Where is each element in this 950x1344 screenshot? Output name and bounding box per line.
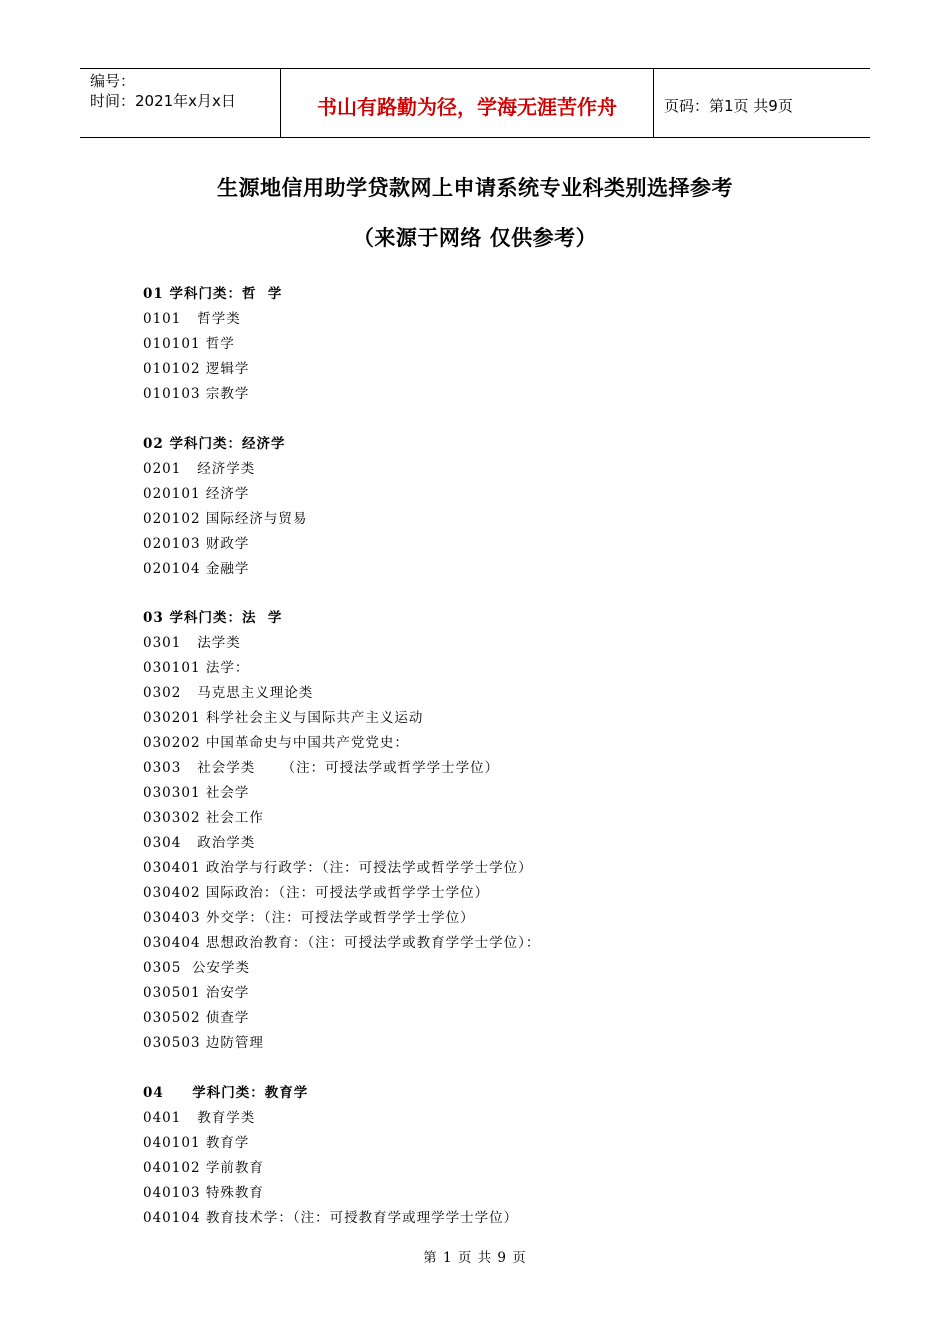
section-heading: 04 学科门类：教育学 <box>143 1085 309 1102</box>
page-footer: 第 1 页 共 9 页 <box>423 1250 527 1266</box>
list-item: 030302 社会工作 <box>143 810 264 827</box>
list-item: 0305 公安学类 <box>143 960 250 977</box>
document-subtitle: （来源于网络 仅供参考） <box>352 226 598 250</box>
list-item: 010103 宗教学 <box>143 386 250 402</box>
section-gap <box>143 582 843 607</box>
list-item: 040104 教育技术学：（注：可授教育学或理学学士学位） <box>143 1210 519 1227</box>
list-item: 010101 哲学 <box>143 336 235 352</box>
list-item: 0401 教育学类 <box>143 1110 256 1127</box>
list-item: 040102 学前教育 <box>143 1160 264 1177</box>
list-item: 0101 哲学类 <box>143 311 241 327</box>
list-item: 020103 财政学 <box>143 535 250 552</box>
category-list <box>143 282 843 1231</box>
list-item: 020101 经济学 <box>143 485 250 502</box>
section-heading: 03 学科门类：法 学 <box>143 610 283 627</box>
header-page-info: 页码：第1页 共9页 <box>664 96 793 115</box>
list-item: 030403 外交学：（注：可授法学或哲学学士学位） <box>143 910 475 927</box>
list-item: 0201 经济学类 <box>143 460 256 477</box>
section-heading: 01 学科门类：哲 学 <box>143 286 283 302</box>
list-item: 0304 政治学类 <box>143 835 256 852</box>
list-item: 030101 法学： <box>143 660 250 677</box>
page-header <box>80 68 870 138</box>
list-item: 0303 社会学类 （注：可授法学或哲学学士学位） <box>143 760 500 777</box>
list-item: 040103 特殊教育 <box>143 1185 264 1202</box>
list-item: 030202 中国革命史与中国共产党党史： <box>143 735 409 752</box>
number-label: 编号： <box>90 72 136 90</box>
list-item: 030503 边防管理 <box>143 1035 264 1052</box>
list-item: 0301 法学类 <box>143 635 241 652</box>
list-item: 020102 国际经济与贸易 <box>143 510 308 527</box>
time-label: 时间：2021年x月x日 <box>90 92 236 110</box>
list-item: 020104 金融学 <box>143 560 250 577</box>
list-item: 010102 逻辑学 <box>143 361 250 377</box>
section-gap <box>143 407 843 432</box>
section-heading: 02 学科门类：经济学 <box>143 435 286 452</box>
header-meta <box>80 69 281 137</box>
section-gap <box>143 1056 843 1081</box>
list-item: 030301 社会学 <box>143 785 250 802</box>
document-title: 生源地信用助学贷款网上申请系统专业科类别选择参考 <box>217 176 733 200</box>
list-item: 030401 政治学与行政学：（注：可授法学或哲学学士学位） <box>143 860 533 877</box>
header-motto: 书山有路勤为径，学海无涯苦作舟 <box>281 69 654 137</box>
list-item: 030501 治安学 <box>143 985 250 1002</box>
list-item: 030502 侦查学 <box>143 1010 250 1027</box>
list-item: 030201 科学社会主义与国际共产主义运动 <box>143 710 424 727</box>
list-item: 030404 思想政治教育：（注：可授法学或教育学学士学位）： <box>143 935 541 952</box>
list-item: 030402 国际政治：（注：可授法学或哲学学士学位） <box>143 885 490 902</box>
list-item: 0302 马克思主义理论类 <box>143 685 314 702</box>
list-item: 040101 教育学 <box>143 1135 250 1152</box>
